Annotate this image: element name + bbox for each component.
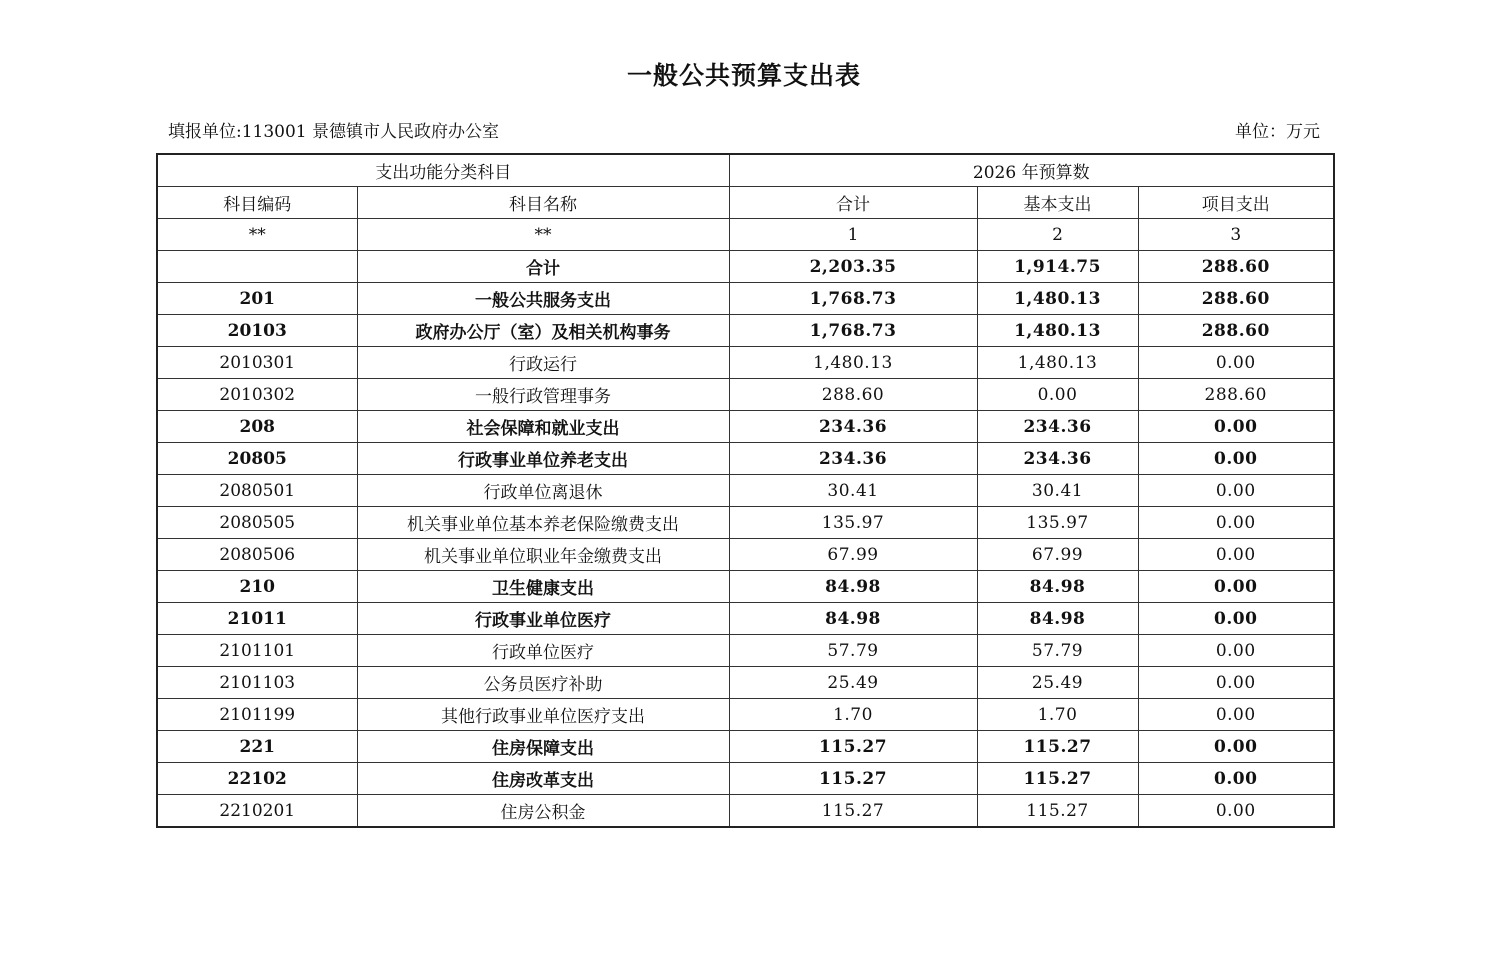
cell-code: 20103 <box>157 315 357 347</box>
cell-basic: 84.98 <box>977 571 1138 603</box>
cell-name: 行政单位医疗 <box>357 635 729 667</box>
cell-total: 115.27 <box>729 795 977 828</box>
column-header-code: 科目编码 <box>157 187 357 219</box>
cell-basic: 0.00 <box>977 379 1138 411</box>
cell-basic: 234.36 <box>977 411 1138 443</box>
cell-basic: 67.99 <box>977 539 1138 571</box>
column-header-name: 科目名称 <box>357 187 729 219</box>
index-cell-basic: 2 <box>977 219 1138 251</box>
cell-name: 行政事业单位医疗 <box>357 603 729 635</box>
cell-code: 201 <box>157 283 357 315</box>
cell-project: 0.00 <box>1138 507 1334 539</box>
table-row <box>157 763 1334 795</box>
document-title: 一般公共预算支出表 <box>626 61 861 90</box>
cell-name: 其他行政事业单位医疗支出 <box>357 699 729 731</box>
cell-project: 0.00 <box>1138 539 1334 571</box>
cell-project: 0.00 <box>1138 411 1334 443</box>
cell-basic: 1,480.13 <box>977 315 1138 347</box>
cell-total: 135.97 <box>729 507 977 539</box>
table-row <box>157 571 1334 603</box>
cell-total: 1,480.13 <box>729 347 977 379</box>
cell-basic: 135.97 <box>977 507 1138 539</box>
column-header-basic: 基本支出 <box>977 187 1138 219</box>
cell-code: 21011 <box>157 603 357 635</box>
index-cell-total: 1 <box>729 219 977 251</box>
table-row <box>157 699 1334 731</box>
budget-expenditure-table <box>156 153 1335 828</box>
cell-project: 288.60 <box>1138 283 1334 315</box>
cell-basic: 84.98 <box>977 603 1138 635</box>
table-body <box>157 154 1334 827</box>
cell-total: 57.79 <box>729 635 977 667</box>
cell-basic: 234.36 <box>977 443 1138 475</box>
cell-name: 卫生健康支出 <box>357 571 729 603</box>
cell-name: 一般公共服务支出 <box>357 283 729 315</box>
table-row <box>157 347 1334 379</box>
cell-name: 行政事业单位养老支出 <box>357 443 729 475</box>
cell-name: 社会保障和就业支出 <box>357 411 729 443</box>
cell-project: 0.00 <box>1138 347 1334 379</box>
cell-basic: 25.49 <box>977 667 1138 699</box>
table-row <box>157 635 1334 667</box>
cell-project: 0.00 <box>1138 667 1334 699</box>
cell-total: 288.60 <box>729 379 977 411</box>
cell-code: 22102 <box>157 763 357 795</box>
cell-name: 住房保障支出 <box>357 731 729 763</box>
cell-total: 234.36 <box>729 411 977 443</box>
cell-total: 234.36 <box>729 443 977 475</box>
cell-project: 0.00 <box>1138 731 1334 763</box>
cell-code: 210 <box>157 571 357 603</box>
measurement-unit: 单位：万元 <box>1235 122 1320 142</box>
cell-code: 2080506 <box>157 539 357 571</box>
cell-total: 115.27 <box>729 763 977 795</box>
group-header-row <box>157 154 1334 187</box>
table-row <box>157 731 1334 763</box>
cell-name: 行政运行 <box>357 347 729 379</box>
cell-project: 0.00 <box>1138 763 1334 795</box>
cell-basic: 30.41 <box>977 475 1138 507</box>
cell-code: 2080501 <box>157 475 357 507</box>
cell-project: 0.00 <box>1138 571 1334 603</box>
cell-basic: 115.27 <box>977 795 1138 828</box>
cell-name: 住房改革支出 <box>357 763 729 795</box>
cell-name: 公务员医疗补助 <box>357 667 729 699</box>
table-row <box>157 667 1334 699</box>
cell-basic: 1,480.13 <box>977 347 1138 379</box>
cell-project: 288.60 <box>1138 251 1334 283</box>
cell-total: 1.70 <box>729 699 977 731</box>
cell-project: 0.00 <box>1138 475 1334 507</box>
column-header-project: 项目支出 <box>1138 187 1334 219</box>
reporting-unit: 填报单位:113001 景德镇市人民政府办公室 <box>168 122 500 142</box>
table-row <box>157 283 1334 315</box>
cell-code: 2210201 <box>157 795 357 828</box>
cell-code: 2080505 <box>157 507 357 539</box>
cell-total: 1,768.73 <box>729 315 977 347</box>
cell-total: 2,203.35 <box>729 251 977 283</box>
table-row <box>157 379 1334 411</box>
cell-total: 84.98 <box>729 571 977 603</box>
cell-total: 115.27 <box>729 731 977 763</box>
cell-total: 1,768.73 <box>729 283 977 315</box>
table-row <box>157 443 1334 475</box>
cell-name: 住房公积金 <box>357 795 729 828</box>
cell-name: 行政单位离退休 <box>357 475 729 507</box>
table-row <box>157 603 1334 635</box>
table-row <box>157 251 1334 283</box>
cell-code: 221 <box>157 731 357 763</box>
cell-name: 机关事业单位基本养老保险缴费支出 <box>357 507 729 539</box>
cell-basic: 1,480.13 <box>977 283 1138 315</box>
cell-name: 合计 <box>357 251 729 283</box>
cell-project: 0.00 <box>1138 603 1334 635</box>
table-row <box>157 539 1334 571</box>
cell-code: 20805 <box>157 443 357 475</box>
cell-total: 84.98 <box>729 603 977 635</box>
cell-code: 2010302 <box>157 379 357 411</box>
cell-code: 2101199 <box>157 699 357 731</box>
cell-total: 30.41 <box>729 475 977 507</box>
cell-total: 67.99 <box>729 539 977 571</box>
cell-project: 0.00 <box>1138 795 1334 828</box>
cell-code: 208 <box>157 411 357 443</box>
table-row <box>157 507 1334 539</box>
cell-code: 2101103 <box>157 667 357 699</box>
index-row <box>157 219 1334 251</box>
cell-basic: 57.79 <box>977 635 1138 667</box>
index-cell-code: ** <box>157 219 357 251</box>
cell-basic: 115.27 <box>977 731 1138 763</box>
cell-project: 288.60 <box>1138 379 1334 411</box>
index-cell-project: 3 <box>1138 219 1334 251</box>
column-header-row <box>157 187 1334 219</box>
table-row <box>157 475 1334 507</box>
cell-project: 0.00 <box>1138 699 1334 731</box>
table-row <box>157 411 1334 443</box>
table-row <box>157 315 1334 347</box>
cell-code: 2101101 <box>157 635 357 667</box>
cell-basic: 1,914.75 <box>977 251 1138 283</box>
cell-name: 一般行政管理事务 <box>357 379 729 411</box>
cell-name: 政府办公厅（室）及相关机构事务 <box>357 315 729 347</box>
cell-project: 0.00 <box>1138 635 1334 667</box>
cell-basic: 1.70 <box>977 699 1138 731</box>
cell-code <box>157 251 357 283</box>
cell-project: 0.00 <box>1138 443 1334 475</box>
cell-code: 2010301 <box>157 347 357 379</box>
group-header-budget-year: 2026 年预算数 <box>729 154 1334 187</box>
cell-name: 机关事业单位职业年金缴费支出 <box>357 539 729 571</box>
table-row <box>157 795 1334 828</box>
group-header-function-category: 支出功能分类科目 <box>157 154 729 187</box>
column-header-total: 合计 <box>729 187 977 219</box>
cell-total: 25.49 <box>729 667 977 699</box>
cell-project: 288.60 <box>1138 315 1334 347</box>
index-cell-name: ** <box>357 219 729 251</box>
cell-basic: 115.27 <box>977 763 1138 795</box>
